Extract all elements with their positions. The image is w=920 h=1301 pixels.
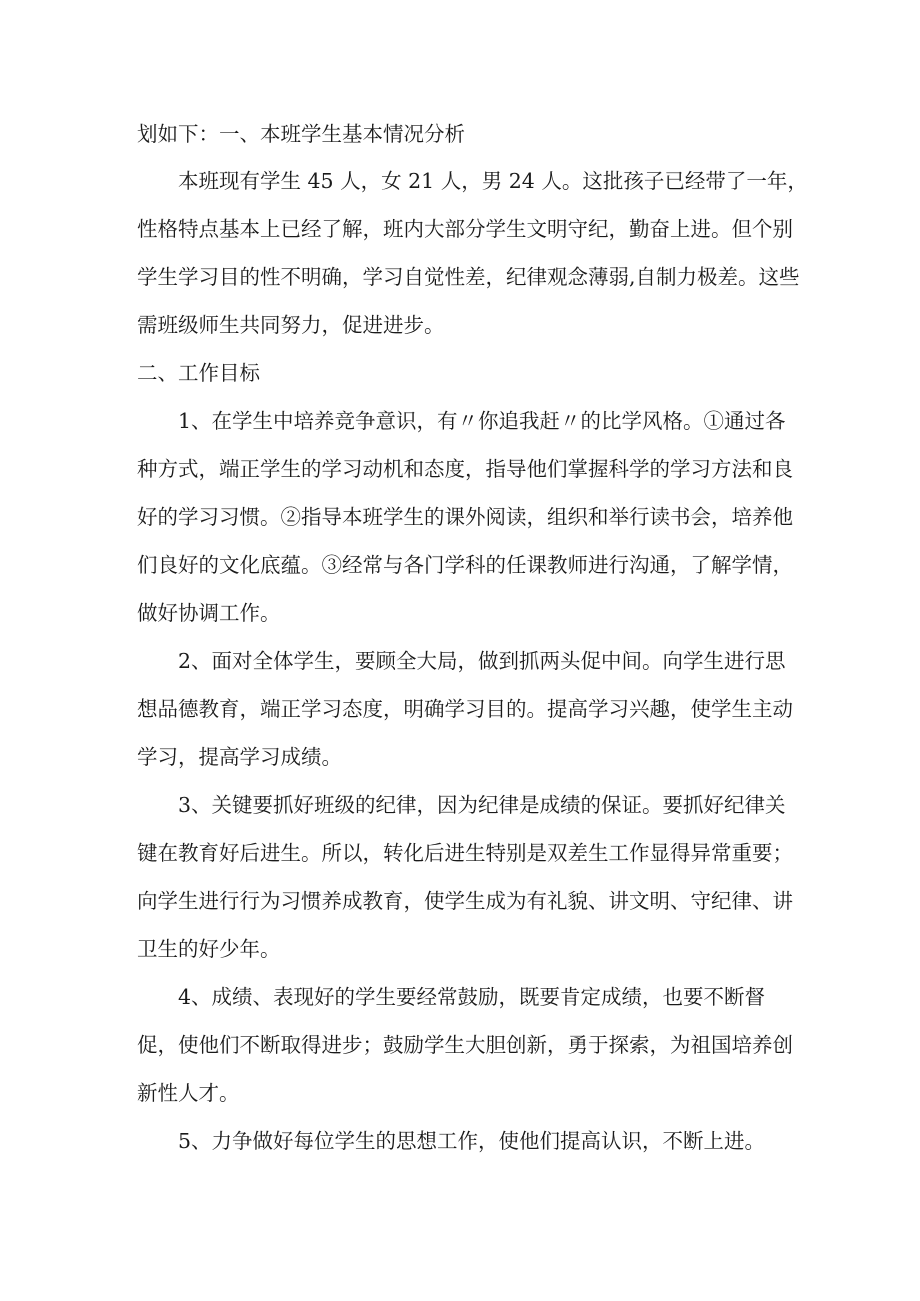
text-line-4: 学生学习目的性不明确，学习自觉性差，纪律观念薄弱,自制力极差。这些	[137, 265, 800, 289]
text-line-12: 2、面对全体学生，要顾全大局，做到抓两头促中间。向学生进行思	[178, 649, 786, 673]
text-line-10: 们良好的文化底蕴。③经常与各门学科的任课教师进行沟通，了解学情，	[137, 553, 793, 577]
text-line-13: 想品德教育，端正学习态度，明确学习目的。提高学习兴趣，使学生主动	[137, 697, 793, 721]
text-line-8: 种方式，端正学生的学习动机和态度，指导他们掌握科学的学习方法和良	[137, 457, 793, 481]
text-line-1: 划如下：一、本班学生基本情况分析	[137, 122, 465, 146]
text-line-9: 好的学习习惯。②指导本班学生的课外阅读，组织和举行读书会，培养他	[137, 505, 793, 529]
text-line-17: 向学生进行行为习惯养成教育，使学生成为有礼貌、讲文明、守纪律、讲	[137, 889, 793, 913]
text-line-21: 新性人才。	[137, 1081, 240, 1105]
text-line-11: 做好协调工作。	[137, 601, 281, 625]
text-line-5: 需班级师生共同努力，促进进步。	[137, 313, 445, 337]
text-line-14: 学习，提高学习成绩。	[137, 745, 342, 769]
text-line-22: 5、力争做好每位学生的思想工作，使他们提高认识，不断上进。	[178, 1129, 766, 1153]
text-line-2: 本班现有学生 45 人，女 21 人，男 24 人。这批孩子已经带了一年，	[178, 169, 808, 193]
text-line-3: 性格特点基本上已经了解，班内大部分学生文明守纪，勤奋上进。但个别	[137, 217, 793, 241]
text-line-18: 卫生的好少年。	[137, 937, 281, 961]
text-line-20: 促，使他们不断取得进步；鼓励学生大胆创新，勇于探索，为祖国培养创	[137, 1033, 793, 1057]
text-line-15: 3、关键要抓好班级的纪律，因为纪律是成绩的保证。要抓好纪律关	[178, 793, 786, 817]
text-line-19: 4、成绩、表现好的学生要经常鼓励，既要肯定成绩，也要不断督	[178, 985, 766, 1009]
text-line-7: 1、在学生中培养竞争意识，有〃你追我赶〃的比学风格。①通过各	[178, 409, 786, 433]
section-heading: 二、工作目标	[137, 361, 260, 385]
text-line-16: 键在教育好后进生。所以，转化后进生特别是双差生工作显得异常重要；	[137, 841, 793, 865]
